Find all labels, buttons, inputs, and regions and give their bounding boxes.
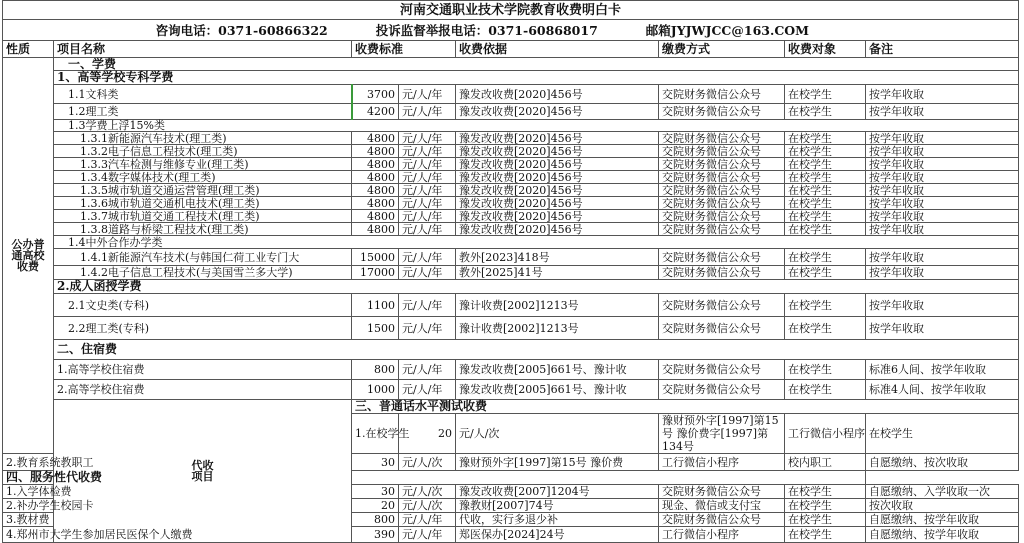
fee-target: 在校学生 [866,414,1019,454]
item-name: 1.4.1新能源汽车技术(与韩国仁荷工业专门大 [54,249,352,266]
fee-basis: 教外[2025]41号 [456,266,659,280]
item-name: 1.3.7城市轨道交通工程技术(理工类) [54,210,352,223]
fee-unit: 元/人/年 [399,158,456,171]
fee-basis: 豫发改收费[2020]456号 [456,158,659,171]
fee-unit: 元/人/年 [399,294,456,317]
fee-target: 在校学生 [785,197,866,210]
fee-basis: 豫计收费[2002]1213号 [456,294,659,317]
pay-method: 交院财务微信公众号 [659,223,785,236]
pay-method: 交院财务微信公众号 [659,317,785,340]
fee-unit: 元/人/年 [399,317,456,340]
fee-unit: 元/人/次 [399,454,456,471]
fee-target: 在校学生 [785,171,866,184]
pay-method: 交院财务微信公众号 [659,171,785,184]
fee-amount: 4800 [352,197,399,210]
fee-unit: 元/人/年 [399,249,456,266]
complaint-phone: 投诉监督举报电话：0371-60868017 [375,22,598,38]
fee-amount: 20 [399,414,456,454]
fee-target: 在校学生 [785,104,866,120]
fee-unit: 元/人/年 [399,210,456,223]
fee-note: 按学年收取 [866,184,1019,197]
pay-method: 交院财务微信公众号 [659,85,785,104]
fee-basis: 豫发改收费[2020]456号 [456,104,659,120]
fee-amount: 15000 [352,249,399,266]
fee-unit: 元/人/年 [399,145,456,158]
section-tuition: 一、学费 [54,58,1019,71]
fee-unit: 元/人/年 [399,527,456,543]
fee-note: 按学年收取 [866,223,1019,236]
section-putonghua: 三、普通话水平测试收费 [352,400,1019,414]
fee-note: 按学年收取 [866,132,1019,145]
item-name: 1.3.4数字媒体技术(理工类) [54,171,352,184]
table-row [3,210,1019,223]
section-float: 1.3学费上浮15%类 [54,120,1019,132]
pay-method: 工行微信小程序 [785,414,866,454]
table-row [3,171,1019,184]
fee-target: 在校学生 [785,266,866,280]
fee-unit: 元/人/次 [456,414,659,454]
fee-target: 在校学生 [785,85,866,104]
header-nature: 性质 [3,41,54,58]
pay-method: 交院财务微信公众号 [659,485,785,499]
fee-basis: 豫发改收费[2020]456号 [456,184,659,197]
pay-method: 交院财务微信公众号 [659,380,785,400]
fee-basis: 郑医保办[2024]24号 [456,527,659,543]
fee-note: 标准6人间、按学年收取 [866,360,1019,380]
section-college: 1、高等学校专科学费 [54,71,1019,85]
fee-unit: 元/人/年 [399,380,456,400]
fee-note: 按学年收取 [866,85,1019,104]
table-row [3,223,1019,236]
fee-unit: 元/人/年 [399,171,456,184]
table-row [3,360,1019,380]
item-name: 1.1文科类 [54,85,352,104]
fee-target: 在校学生 [785,360,866,380]
fee-basis: 代收，实行多退少补 [456,513,659,527]
fee-basis: 豫发改收费[2020]456号 [456,171,659,184]
fee-target: 在校学生 [785,158,866,171]
fee-amount: 4800 [352,184,399,197]
fee-basis: 豫财预外字[1997]第15号 豫价费字[1997]第134号 [659,414,785,454]
fee-target: 在校学生 [785,145,866,158]
item-name: 1.高等学校住宿费 [54,360,352,380]
item-name: 1.3.2电子信息工程技术(理工类) [54,145,352,158]
fee-note: 按学年收取 [866,317,1019,340]
table-row [3,249,1019,266]
consult-phone: 咨询电话：0371-60866322 [155,22,328,38]
item-name: 4.郑州市大学生参加居民医保个人缴费 [3,527,54,543]
fee-note: 自愿缴纳、按次收取 [866,454,1019,471]
fee-amount: 4200 [352,104,399,120]
header-item: 项目名称 [54,41,352,58]
pay-method: 交院财务微信公众号 [659,132,785,145]
fee-unit: 元/人/年 [399,360,456,380]
contact-bar [3,20,1019,41]
fee-amount: 3700 [352,85,399,104]
fee-basis: 豫发改收费[2020]456号 [456,85,659,104]
pay-method: 交院财务微信公众号 [659,158,785,171]
fee-note: 按次收取 [866,499,1019,513]
table-row [3,317,1019,340]
page-title: 河南交通职业技术学院教育收费明白卡 [3,1,1019,20]
fee-amount: 4800 [352,145,399,158]
item-name: 2.1文史类(专科) [54,294,352,317]
fee-unit: 元/人/次 [399,485,456,499]
section-lodging: 二、住宿费 [54,340,1019,360]
nature-agency: 代收项目 [54,400,352,543]
nature-public: 公办普通高校收费 [3,58,54,454]
item-name: 2.2理工类(专科) [54,317,352,340]
item-name: 3.教材费 [3,513,54,527]
fee-basis: 教外[2023]418号 [456,249,659,266]
section-coop: 1.4中外合作办学类 [54,236,1019,249]
fee-note: 按学年收取 [866,145,1019,158]
fee-amount: 1500 [352,317,399,340]
table-row [3,158,1019,171]
fee-amount: 4800 [352,171,399,184]
fee-unit: 元/人/年 [399,197,456,210]
header-note: 备注 [866,41,1019,58]
pay-method: 交院财务微信公众号 [659,360,785,380]
fee-table [2,0,1019,543]
item-name: 1.3.3汽车检测与维修专业(理工类) [54,158,352,171]
item-name: 1.3.1新能源汽车技术(理工类) [54,132,352,145]
fee-amount: 30 [352,454,399,471]
item-name: 1.4.2电子信息工程技术(与美国雪兰多大学) [54,266,352,280]
fee-target: 在校学生 [785,499,866,513]
table-row [3,197,1019,210]
item-name: 1.入学体检费 [3,485,54,499]
fee-target: 在校学生 [785,223,866,236]
table-row [3,184,1019,197]
section-adult: 2.成人函授学费 [54,280,1019,294]
fee-basis: 豫计收费[2002]1213号 [456,317,659,340]
pay-method: 现金、微信或支付宝 [659,499,785,513]
table-row [3,104,1019,120]
fee-amount: 4800 [352,132,399,145]
header-standard: 收费标准 [352,41,456,58]
fee-basis: 豫发改收费[2020]456号 [456,210,659,223]
fee-unit: 元/人/年 [399,223,456,236]
pay-method: 工行微信小程序 [659,454,785,471]
fee-amount: 1000 [352,380,399,400]
fee-amount: 4800 [352,158,399,171]
item-name: 2.教育系统教职工 [3,454,54,471]
fee-note: 按学年收取 [866,294,1019,317]
fee-unit: 元/人/年 [399,85,456,104]
item-name: 1.3.5城市轨道交通运营管理(理工类) [54,184,352,197]
fee-basis: 豫发改收费[2020]456号 [456,197,659,210]
fee-basis: 豫财预外字[1997]第15号 豫价费 [456,454,659,471]
item-name: 1.在校学生 [352,414,399,454]
fee-target: 在校学生 [785,380,866,400]
header-method: 缴费方式 [659,41,785,58]
section-service: 四、服务性代收费 [3,471,866,485]
pay-method: 交院财务微信公众号 [659,249,785,266]
fee-basis: 豫发改收费[2005]661号、豫计收 [456,360,659,380]
pay-method: 交院财务微信公众号 [659,145,785,158]
fee-target: 在校学生 [785,249,866,266]
fee-amount: 800 [352,360,399,380]
pay-method: 交院财务微信公众号 [659,104,785,120]
pay-method: 工行微信小程序 [659,527,785,543]
pay-method: 交院财务微信公众号 [659,266,785,280]
fee-note: 按学年收取 [866,104,1019,120]
fee-basis: 豫发改收费[2020]456号 [456,145,659,158]
item-name: 1.3.8道路与桥梁工程技术(理工类) [54,223,352,236]
fee-basis: 豫发改收费[2007]1204号 [456,485,659,499]
fee-target: 在校学生 [785,317,866,340]
table-row [3,266,1019,280]
fee-amount: 4800 [352,223,399,236]
table-row [3,527,1019,543]
table-row [3,145,1019,158]
fee-note: 按学年收取 [866,158,1019,171]
table-row [3,85,1019,104]
contact-email: 邮箱JYJWJCC@163.COM [645,22,810,38]
fee-amount: 4800 [352,210,399,223]
fee-note: 按学年收取 [866,249,1019,266]
fee-note: 标准4人间、按学年收取 [866,380,1019,400]
table-row [3,132,1019,145]
fee-unit: 元/人/次 [399,499,456,513]
fee-amount: 800 [352,513,399,527]
fee-note: 按学年收取 [866,210,1019,223]
item-name: 1.3.6城市轨道交通机电技术(理工类) [54,197,352,210]
fee-note: 按学年收取 [866,171,1019,184]
fee-unit: 元/人/年 [399,132,456,145]
fee-note: 按学年收取 [866,266,1019,280]
fee-amount: 390 [352,527,399,543]
header-basis: 收费依据 [456,41,659,58]
header-row [3,41,1019,58]
pay-method: 交院财务微信公众号 [659,513,785,527]
fee-unit: 元/人/年 [399,104,456,120]
fee-unit: 元/人/年 [399,266,456,280]
pay-method: 交院财务微信公众号 [659,197,785,210]
fee-unit: 元/人/年 [399,513,456,527]
pay-method: 交院财务微信公众号 [659,210,785,223]
fee-target: 在校学生 [785,527,866,543]
fee-note: 自愿缴纳、入学收取一次 [866,485,1019,499]
fee-note: 自愿缴纳、按学年收取 [866,513,1019,527]
fee-amount: 1100 [352,294,399,317]
fee-basis: 豫发改收费[2020]456号 [456,223,659,236]
fee-basis: 豫教财[2007]74号 [456,499,659,513]
fee-basis: 豫发改收费[2005]661号、豫计收 [456,380,659,400]
fee-amount: 17000 [352,266,399,280]
pay-method: 交院财务微信公众号 [659,294,785,317]
header-target: 收费对象 [785,41,866,58]
fee-basis: 豫发改收费[2020]456号 [456,132,659,145]
table-row [3,380,1019,400]
fee-target: 在校学生 [785,210,866,223]
fee-target: 在校学生 [785,132,866,145]
fee-amount: 20 [352,499,399,513]
item-name: 2.高等学校住宿费 [54,380,352,400]
pay-method: 交院财务微信公众号 [659,184,785,197]
fee-target: 在校学生 [785,485,866,499]
fee-amount: 30 [352,485,399,499]
fee-note: 自愿缴纳、按学年收取 [866,527,1019,543]
item-name: 1.2理工类 [54,104,352,120]
fee-note: 按学年收取 [866,197,1019,210]
fee-target: 在校学生 [785,513,866,527]
fee-unit: 元/人/年 [399,184,456,197]
item-name: 2.补办学生校园卡 [3,499,54,513]
fee-target: 校内职工 [785,454,866,471]
table-row [3,294,1019,317]
fee-target: 在校学生 [785,294,866,317]
fee-target: 在校学生 [785,184,866,197]
